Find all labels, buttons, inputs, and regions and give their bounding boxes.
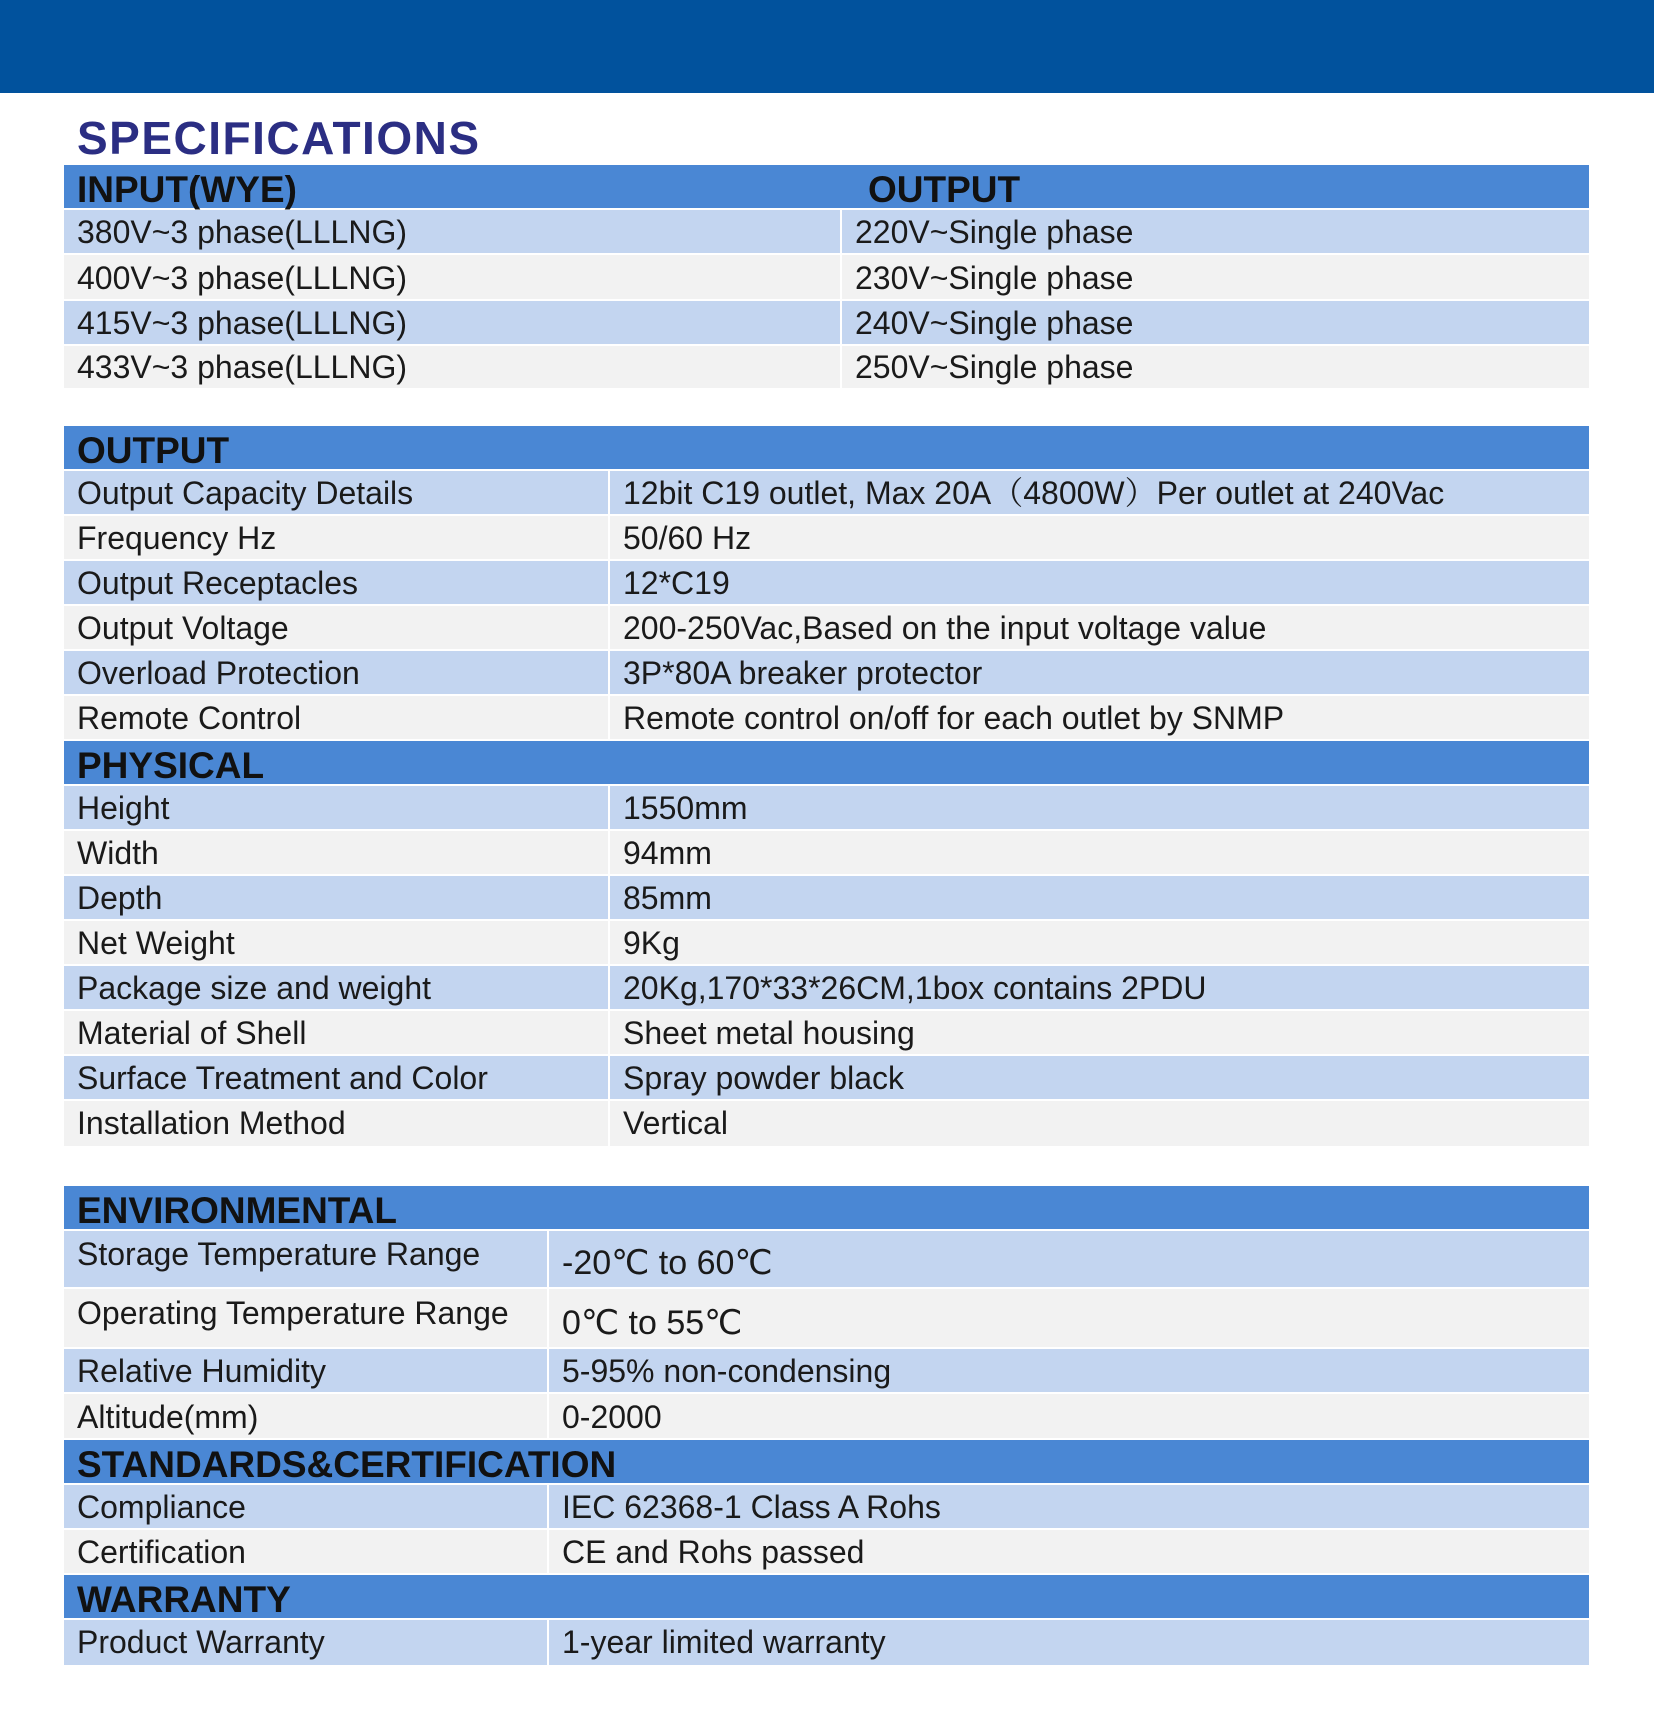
- table-row: [64, 210, 1589, 255]
- page-title: SPECIFICATIONS: [77, 112, 481, 164]
- spec-value: CE and Rohs passed: [562, 1534, 865, 1570]
- spec-label: Operating Temperature Range: [64, 1289, 549, 1347]
- table-row: [64, 516, 1589, 561]
- input-cell: 415V~3 phase(LLLNG): [64, 301, 842, 344]
- output-cell: 250V~Single phase: [855, 349, 1134, 385]
- section-title: PHYSICAL: [77, 745, 265, 786]
- spec-value: Sheet metal housing: [623, 1015, 915, 1051]
- spec-label: Surface Treatment and Color: [64, 1056, 610, 1099]
- table-row: [64, 1349, 1589, 1394]
- input-output-table: [64, 165, 1589, 388]
- table-row: [64, 255, 1589, 301]
- spec-value: 1-year limited warranty: [562, 1624, 886, 1660]
- spec-value: 12*C19: [623, 565, 730, 601]
- table-row: [64, 1101, 1589, 1146]
- input-output-header: [64, 165, 1589, 210]
- output-cell: 240V~Single phase: [855, 305, 1134, 341]
- spec-label: Output Voltage: [64, 606, 610, 649]
- table-row: [64, 606, 1589, 651]
- output-physical-table: [64, 426, 1589, 1146]
- spec-value: 50/60 Hz: [623, 520, 752, 556]
- table-row: [64, 651, 1589, 696]
- table-row: [64, 696, 1589, 741]
- spec-value: 5-95% non-condensing: [562, 1353, 892, 1389]
- spec-label: Product Warranty: [64, 1620, 549, 1665]
- spec-label: Storage Temperature Range: [64, 1231, 549, 1287]
- section-title: OUTPUT: [77, 430, 230, 471]
- table-row: [64, 1530, 1589, 1575]
- spec-value: 94mm: [623, 835, 712, 871]
- environmental-table: [64, 1186, 1589, 1665]
- output-header: OUTPUT: [868, 169, 1021, 210]
- standards-section-header: [64, 1440, 1589, 1485]
- spec-value: 1550mm: [623, 790, 748, 826]
- spec-label: Installation Method: [64, 1101, 610, 1146]
- table-row: [64, 921, 1589, 966]
- table-row: [64, 966, 1589, 1011]
- spec-label: Material of Shell: [64, 1011, 610, 1054]
- spec-label: Net Weight: [64, 921, 610, 964]
- spec-label: Width: [64, 831, 610, 874]
- spec-value: 12bit C19 outlet, Max 20A（4800W）Per outlet at 240Vac: [623, 475, 1445, 511]
- output-cell: 230V~Single phase: [855, 260, 1134, 296]
- spec-value: 85mm: [623, 880, 712, 916]
- spec-label: Compliance: [64, 1485, 549, 1528]
- output-section-header: [64, 426, 1589, 471]
- spec-label: Relative Humidity: [64, 1349, 549, 1392]
- spec-value: 9Kg: [623, 925, 680, 961]
- spec-value: IEC 62368-1 Class A Rohs: [562, 1489, 941, 1525]
- spec-value: Vertical: [623, 1105, 728, 1141]
- input-header: INPUT(WYE): [77, 169, 297, 210]
- table-row: [64, 1289, 1589, 1349]
- physical-section-header: [64, 741, 1589, 786]
- spec-label: Altitude(mm): [64, 1394, 549, 1438]
- spec-label: Overload Protection: [64, 651, 610, 694]
- table-row: [64, 301, 1589, 346]
- table-row: [64, 876, 1589, 921]
- table-row: [64, 1056, 1589, 1101]
- input-cell: 433V~3 phase(LLLNG): [64, 346, 842, 388]
- table-row: [64, 1231, 1589, 1289]
- table-row: [64, 1011, 1589, 1056]
- table-row: [64, 1485, 1589, 1530]
- spec-label: Height: [64, 786, 610, 829]
- spec-label: Frequency Hz: [64, 516, 610, 559]
- spec-value: 0℃ to 55℃: [562, 1304, 743, 1342]
- section-title: STANDARDS&CERTIFICATION: [77, 1444, 617, 1485]
- input-cell: 380V~3 phase(LLLNG): [64, 210, 842, 253]
- spec-label: Remote Control: [64, 696, 610, 739]
- spec-value: 0-2000: [562, 1399, 662, 1435]
- table-row: [64, 831, 1589, 876]
- spec-value: Spray powder black: [623, 1060, 905, 1096]
- spec-label: Output Capacity Details: [64, 471, 610, 514]
- spec-label: Certification: [64, 1530, 549, 1573]
- spec-value: 200-250Vac,Based on the input voltage value: [623, 610, 1267, 646]
- output-cell: 220V~Single phase: [855, 214, 1134, 250]
- spec-value: 20Kg,170*33*26CM,1box contains 2PDU: [623, 970, 1207, 1006]
- warranty-section-header: [64, 1575, 1589, 1620]
- table-row: [64, 1394, 1589, 1440]
- spec-label: Output Receptacles: [64, 561, 610, 604]
- spec-label: Depth: [64, 876, 610, 919]
- table-row: [64, 346, 1589, 388]
- spec-value: -20℃ to 60℃: [562, 1244, 773, 1282]
- spec-value: 3P*80A breaker protector: [623, 655, 983, 691]
- table-row: [64, 471, 1589, 516]
- table-row: [64, 1620, 1589, 1665]
- section-title: WARRANTY: [77, 1579, 291, 1620]
- spec-label: Package size and weight: [64, 966, 610, 1009]
- table-row: [64, 561, 1589, 606]
- input-cell: 400V~3 phase(LLLNG): [64, 255, 842, 299]
- top-banner: [0, 0, 1654, 93]
- environmental-section-header: [64, 1186, 1589, 1231]
- table-row: [64, 786, 1589, 831]
- spec-value: Remote control on/off for each outlet by SNMP: [623, 700, 1285, 736]
- section-title: ENVIRONMENTAL: [77, 1190, 397, 1231]
